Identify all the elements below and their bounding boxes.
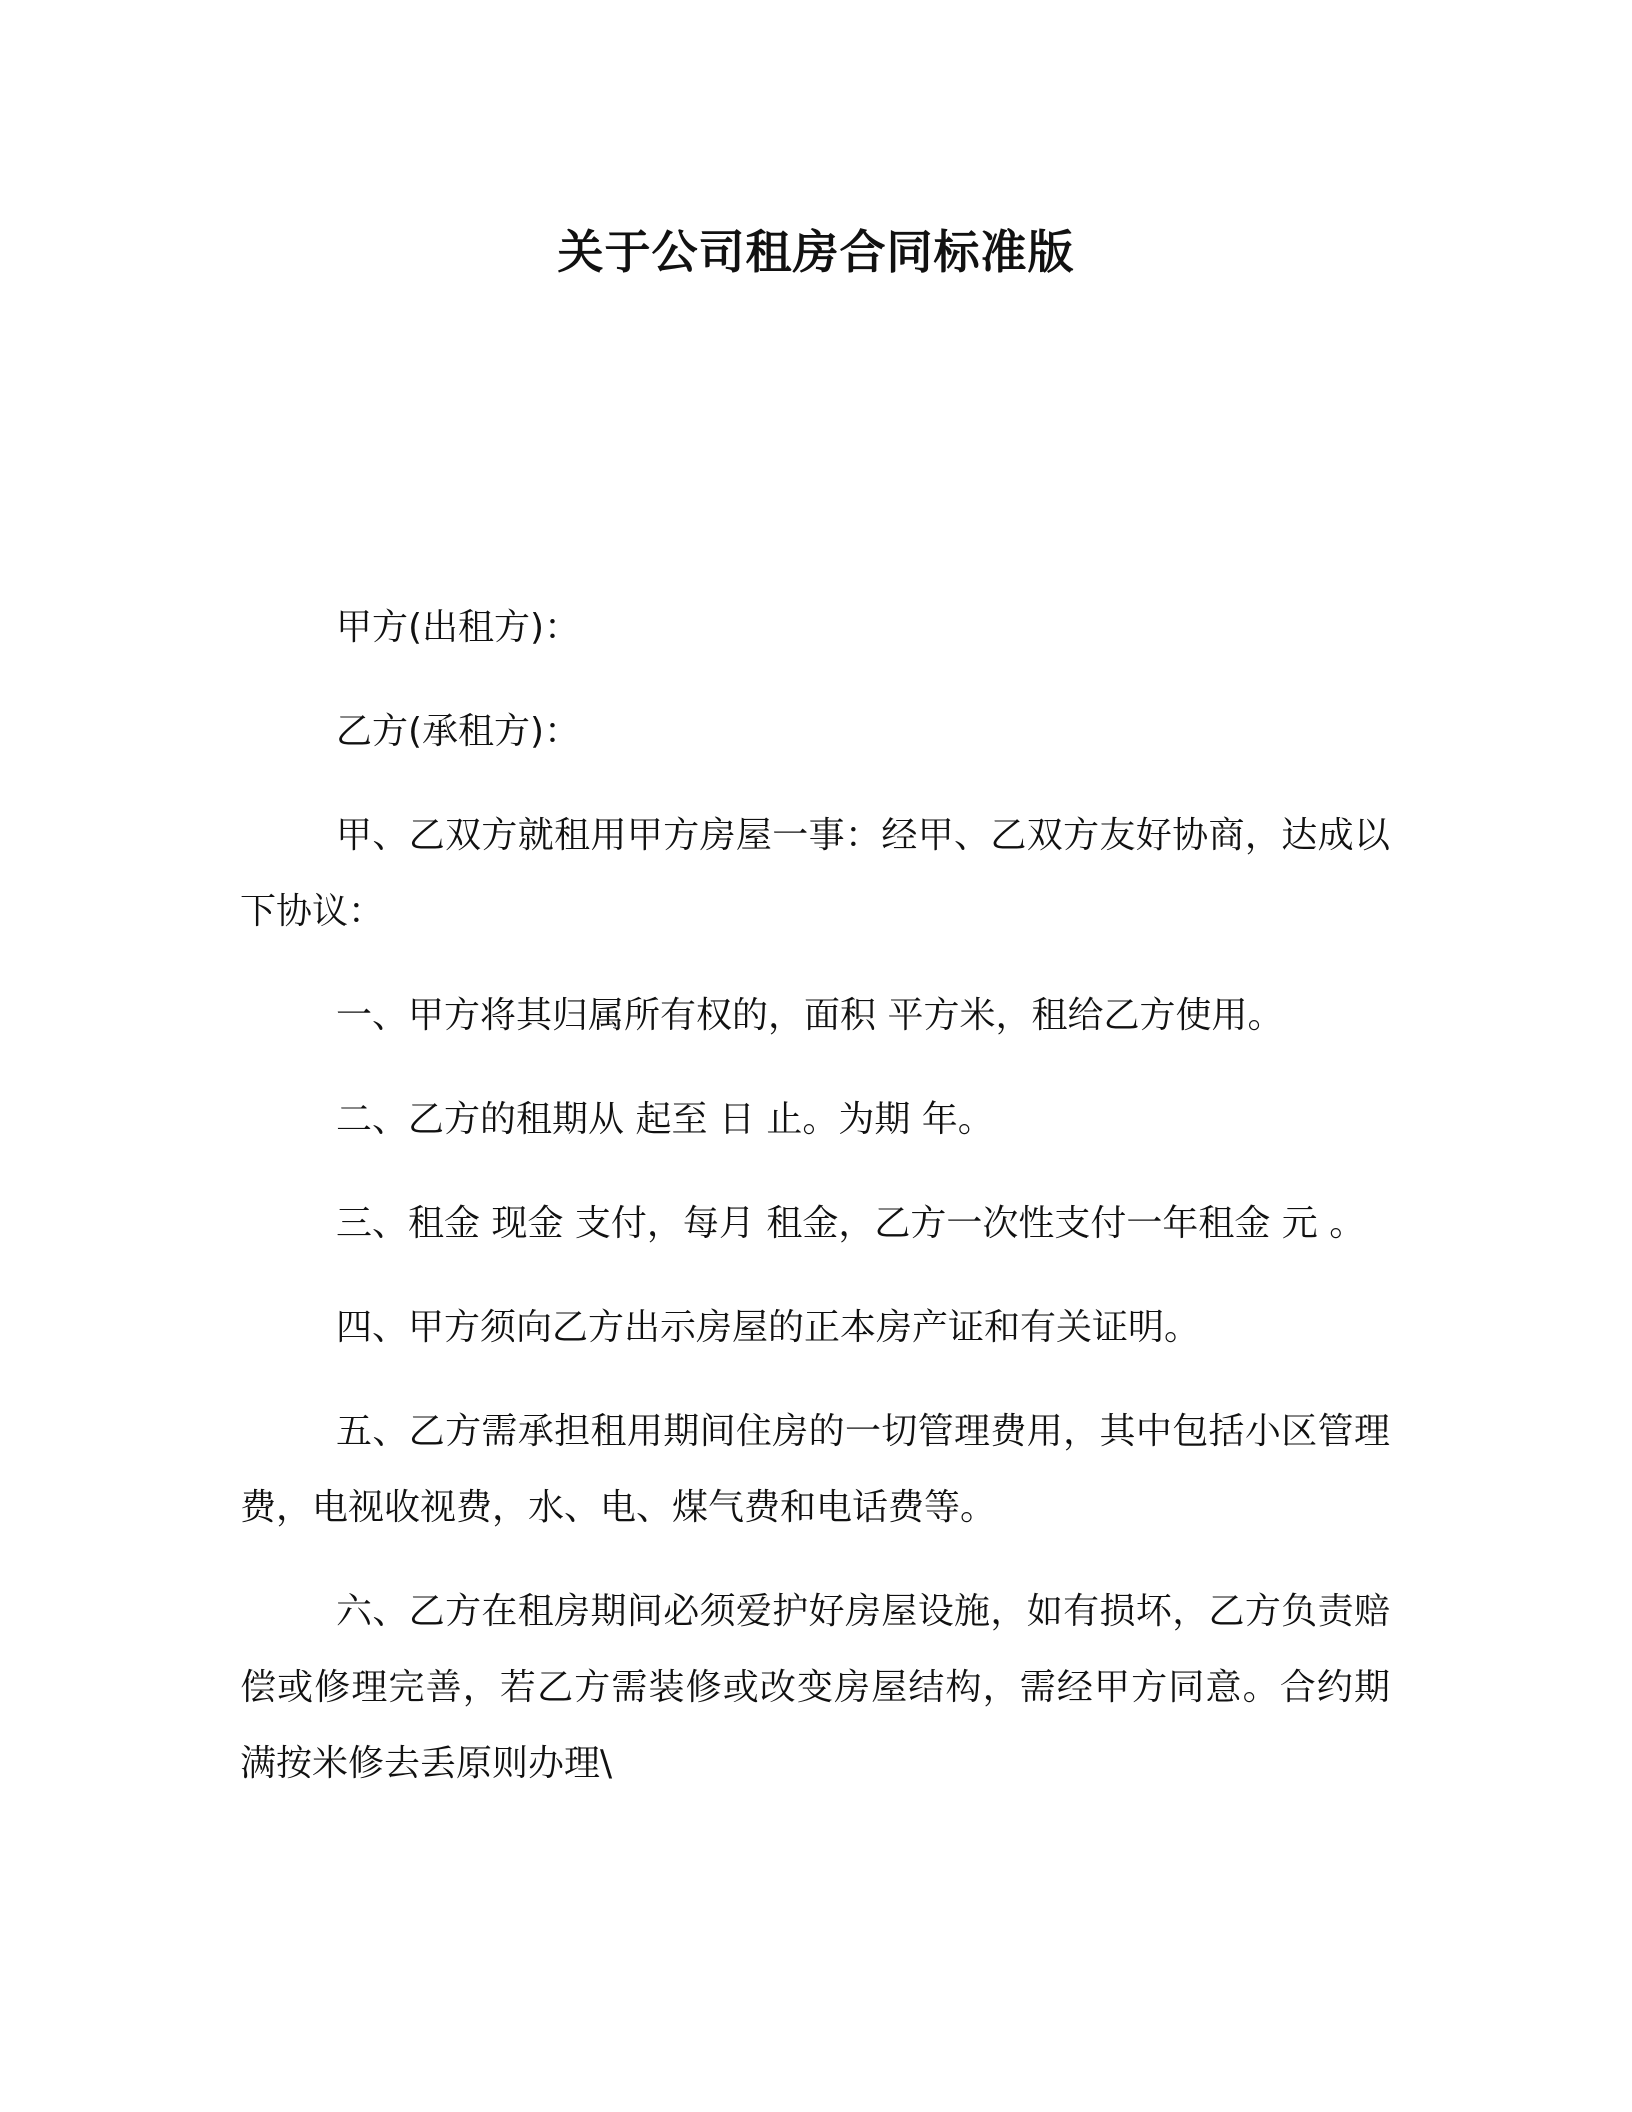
clause-5: 五、乙方需承担租用期间住房的一切管理费用，其中包括小区管理费，电视收视费，水、电、煤气费和电话费等。 — [240, 1411, 1390, 1528]
preamble-paragraph: 甲、乙双方就租用甲方房屋一事：经甲、乙双方友好协商，达成以下协议： — [240, 815, 1390, 932]
clause-4: 四、甲方须向乙方出示房屋的正本房产证和有关证明。 — [336, 1307, 1201, 1348]
party-b-line: 乙方(承租方)： — [336, 711, 581, 752]
document-title: 关于公司租房合同标准版 — [557, 225, 1075, 279]
clause-3: 三、租金 现金 支付，每月 租金，乙方一次性支付一年租金 元 。 — [336, 1203, 1366, 1244]
document-body — [240, 590, 1390, 1830]
clause-2: 二、乙方的租期从 起至 日 止。为期 年。 — [336, 1099, 994, 1140]
clause-6: 六、乙方在租房期间必须爱护好房屋设施，如有损坏，乙方负责赔偿或修理完善，若乙方需装修或改变房屋结构，需经甲方同意。合约期满按米修去丢原则办理\ — [240, 1591, 1390, 1784]
clause-1: 一、甲方将其归属所有权的，面积 平方米，租给乙方使用。 — [336, 995, 1284, 1036]
party-a-line: 甲方(出租方)： — [336, 607, 581, 648]
